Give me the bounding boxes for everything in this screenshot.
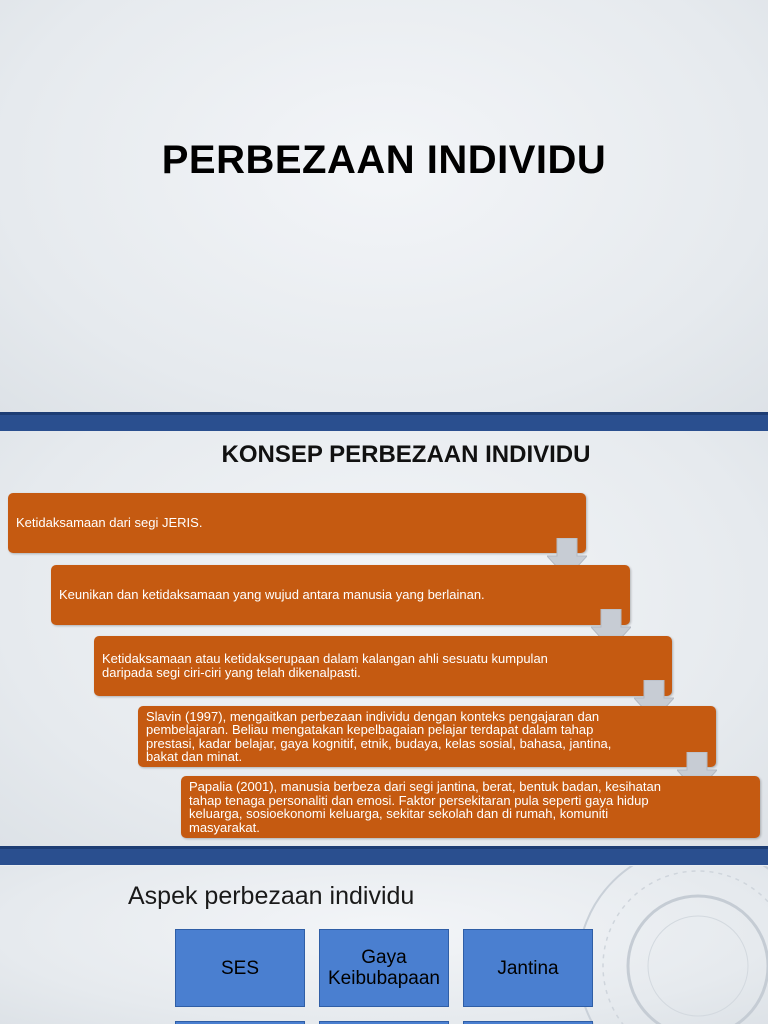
step-box-3: [94, 636, 672, 696]
aspek-tile-gaya-keibubapaan: [319, 929, 449, 1007]
aspek-tile-jantina: [463, 929, 593, 1007]
title-slide: [0, 0, 768, 412]
step-text: Ketidaksamaan atau ketidakserupaan dalam kalangan ahli sesuatu kumpulan daripada segi ciri-ciri yang telah dikenalpasti.: [102, 651, 548, 680]
step-box-4: [138, 706, 716, 767]
decorative-circles: [568, 866, 768, 1024]
slide-separator: [0, 412, 768, 431]
step-text: Ketidaksamaan dari segi JERIS.: [16, 515, 203, 530]
tile-label: SES: [220, 957, 260, 979]
step-box-5: [181, 776, 760, 838]
slide-title: PERBEZAAN INDIVIDU: [161, 138, 607, 182]
konsep-slide: [0, 431, 768, 846]
slide-title: Aspek perbezaan individu: [128, 882, 415, 910]
slide-title: KONSEP PERBEZAAN INDIVIDU: [221, 441, 591, 468]
step-text: Papalia (2001), manusia berbeza dari segi jantina, berat, bentuk badan, kesihatan tahap tenaga personaliti dan emosi. Faktor persekitaran pula seperti gaya hidup keluarga, sosioekonomi keluarga, sekitar sekolah dan di rumah, komuniti masyarakat.: [189, 779, 661, 835]
step-text: Slavin (1997), mengaitkan perbezaan individu dengan konteks pengajaran dan pembelajaran. Beliau mengatakan kepelbagaian pelajar terdapat dalam tahap prestasi, kadar belajar, gaya kognitif, etnik, budaya, kelas sosial, bahasa, jantina, bakat dan minat.: [146, 708, 612, 764]
step-box-2: [51, 565, 630, 625]
tile-label: Gaya Keibubapaan: [328, 947, 440, 989]
slide-separator: [0, 846, 768, 865]
step-text: Keunikan dan ketidaksamaan yang wujud antara manusia yang berlainan.: [59, 587, 485, 602]
aspek-slide: [0, 866, 768, 1024]
step-box-1: [8, 493, 586, 553]
tile-label: Jantina: [497, 957, 559, 979]
aspek-tile-ses: [175, 929, 305, 1007]
